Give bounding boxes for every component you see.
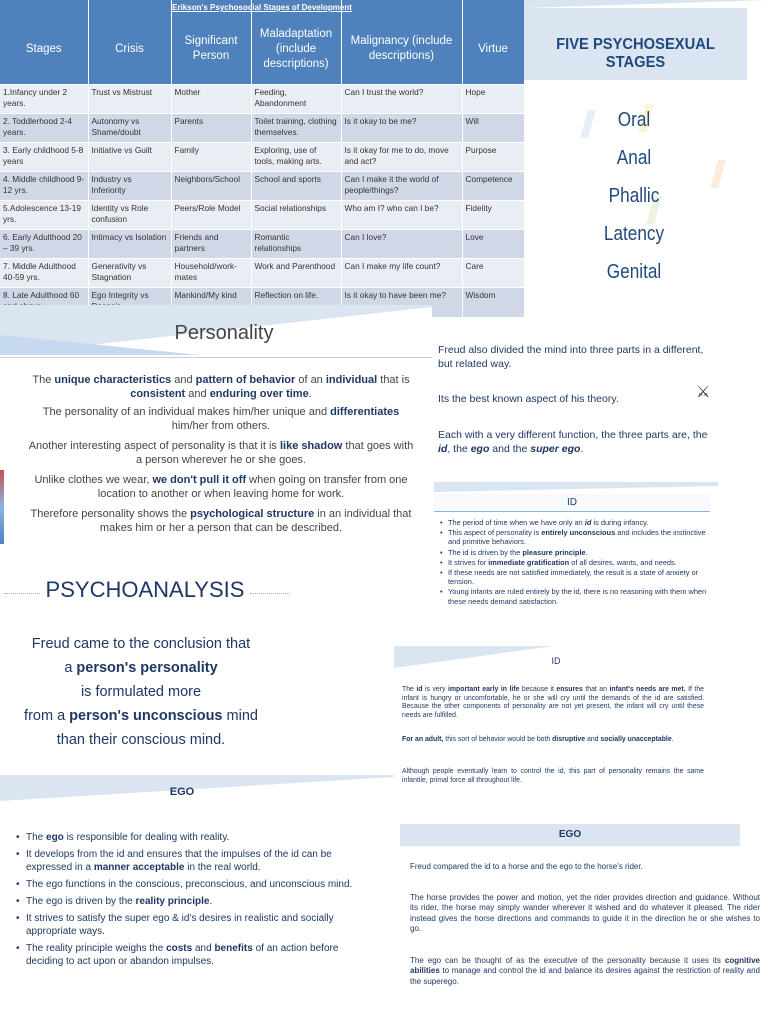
- id-bullets-slide: [434, 482, 718, 638]
- cell-stage: 3. Early childhood 5-8 years: [0, 143, 88, 172]
- cell-malignancy: Is it okay for me to do, move and act?: [341, 143, 462, 172]
- psychoanalysis-statement: Freud came to the conclusion that a person's personality is formulated more from a person's unconscious mind than their conscious mind.: [24, 636, 258, 748]
- list-item: • It develops from the id and ensures that the impulses of the id can be expressed in a manner acceptable in the real world.: [16, 848, 362, 874]
- list-item: • If these needs are not satisfied immediately, the result is a state of anxiety or tension.: [440, 568, 708, 586]
- table-header-row: [0, 0, 524, 85]
- cell-stage: 1.Infancy under 2 years.: [0, 85, 88, 114]
- cell-virtue: Purpose: [462, 143, 524, 172]
- best-known-aspect: Its the best known aspect of his theory.: [438, 393, 619, 405]
- table-row: [0, 230, 524, 259]
- cell-crisis: Initiative vs Guilt: [88, 143, 171, 172]
- cell-malignancy: Who am I? who can I be?: [341, 201, 462, 230]
- table-row: [0, 143, 524, 172]
- cell-stage: 6. Early Adulthood 20 – 39 yrs.: [0, 230, 88, 259]
- cell-malignancy: Can I make it the world of people/things?: [341, 172, 462, 201]
- stage-anal: Anal: [616, 147, 652, 169]
- cell-virtue: Competence: [462, 172, 524, 201]
- psychoanalysis-slide: [0, 560, 290, 772]
- header-stages: Stages: [0, 0, 88, 85]
- personality-paragraph-5: Therefore personality shows the psychological structure in an individual that makes him or her a person that can be described.: [30, 508, 412, 534]
- table-row: [0, 172, 524, 201]
- personality-slide: [0, 305, 432, 557]
- header-crisis: Crisis: [88, 0, 171, 85]
- cell-significant-person: Friends and partners: [171, 230, 251, 259]
- personality-paragraph-4: Unlike clothes we wear, we don't pull it off when going on transfer from one location to another or when leaving home for work.: [34, 474, 408, 500]
- cell-malignancy: Is it okay to have been me?: [341, 288, 462, 317]
- id-explanation-slide: [394, 646, 718, 798]
- header-maladaptation: Maladaptation (include descriptions): [251, 0, 341, 85]
- cell-maladaptation: School and sports: [251, 172, 341, 201]
- list-item: • The period of time when we have only an id is during infancy.: [440, 518, 708, 527]
- cell-significant-person: Household/work-mates: [171, 259, 251, 288]
- cell-maladaptation: Exploring, use of tools, making arts.: [251, 143, 341, 172]
- cell-crisis: Autonomy vs Shame/doubt: [88, 114, 171, 143]
- header-malignancy: Malignancy (include descriptions): [341, 0, 462, 85]
- three-parts-intro: Freud also divided the mind into three parts in a different, but related way.: [438, 344, 704, 370]
- list-item: • It strives for immediate gratification of all desires, wants, and needs.: [440, 558, 708, 567]
- cell-significant-person: Mankind/My kind: [171, 288, 251, 317]
- table-row: [0, 85, 524, 114]
- psychoanalysis-title: PSYCHOANALYSIS: [45, 577, 245, 602]
- id-control-paragraph: Although people eventually learn to control the id, this part of personality remains the same infantile, primal force all throughout life.: [402, 768, 704, 784]
- cell-significant-person: Peers/Role Model: [171, 201, 251, 230]
- personality-title: Personality: [174, 322, 274, 344]
- cell-crisis: Intimacy vs Isolation: [88, 230, 171, 259]
- list-item: • The ego functions in the conscious, preconscious, and unconscious mind.: [16, 878, 362, 891]
- cell-significant-person: Neighbors/School: [171, 172, 251, 201]
- cell-crisis: Identity vs Role confusion: [88, 201, 171, 230]
- cell-malignancy: Is it okay to be me?: [341, 114, 462, 143]
- horse-rider-comparison: Freud compared the id to a horse and the ego to the horse's rider.: [410, 862, 643, 871]
- list-item: • The ego is responsible for dealing with reality.: [16, 831, 362, 844]
- cell-malignancy: Can I love?: [341, 230, 462, 259]
- stage-genital: Genital: [606, 261, 662, 283]
- cell-maladaptation: Reflection on life.: [251, 288, 341, 317]
- list-item: • Young infants are ruled entirely by the id, there is no reasoning with them when these needs demand satisfaction.: [440, 587, 708, 605]
- list-item: • The ego is driven by the reality principle.: [16, 895, 362, 908]
- cell-maladaptation: Romantic relationships: [251, 230, 341, 259]
- cell-maladaptation: Toilet training, clothing themselves.: [251, 114, 341, 143]
- cell-significant-person: Family: [171, 143, 251, 172]
- cell-virtue: Wisdom: [462, 288, 524, 317]
- cell-stage: 7. Middle Adulthood 40-59 yrs.: [0, 259, 88, 288]
- list-item: • It strives to satisfy the super ego & id's desires in realistic and socially appropriate ways.: [16, 912, 362, 938]
- cell-stage: 5.Adolescence 13-19 yrs.: [0, 201, 88, 230]
- psychosexual-stage-list: [524, 104, 744, 294]
- erikson-table-body: [0, 85, 524, 317]
- horse-rider-explanation: The horse provides the power and motion, yet the rider provides direction and guidance. Without its rider, the horse may simply wander wherever it wished and do whatever it pleased. The rider instead gives the horse directions and commands to guide it in the direction he or she wishes to go.: [410, 893, 760, 933]
- cell-crisis: Ego Integrity vs: [88, 288, 171, 317]
- id-adult-paragraph: For an adult, this sort of behavior would be both disruptive and socially unacceptable.: [402, 736, 674, 743]
- personality-definition: The unique characteristics and pattern of behavior of an individual that is consistent and enduring over time.: [32, 374, 410, 400]
- cell-maladaptation: Work and Parenthood: [251, 259, 341, 288]
- psychosexual-title: FIVE PSYCHOSEXUAL STAGES: [556, 36, 715, 71]
- personality-paragraph-2: The personality of an individual makes him/her unique and differentiates him/her from others.: [42, 406, 400, 432]
- cell-malignancy: Can I trust the world?: [341, 85, 462, 114]
- header-virtue: Virtue: [462, 0, 524, 85]
- freud-three-parts-slide: [436, 335, 768, 475]
- cell-maladaptation: Social relationships: [251, 201, 341, 230]
- table-row: [0, 201, 524, 230]
- ego-bullets-slide: [0, 775, 394, 1024]
- cropped-image-edge: [0, 470, 4, 544]
- id-explanation-title: ID: [551, 656, 561, 666]
- ego-horse-rider-slide: [400, 808, 768, 1024]
- erikson-stages-table: [0, 0, 525, 317]
- table-row: [0, 259, 524, 288]
- id-importance-paragraph: The id is very important early in life because it ensures that an infant's needs are met. If the infant is hungry or uncomfortable, he or she will cry until the demands of the id are satisfied. Because the other components of personality are not yet present, the infant will cry until these needs are fulfilled.: [402, 686, 705, 719]
- cell-stage: 8. Late Adulthood 60: [0, 288, 88, 317]
- decorative-wedge: [524, 0, 768, 8]
- stage-oral: Oral: [617, 109, 651, 131]
- table-row: [0, 114, 524, 143]
- erikson-stages-table-panel: [0, 0, 524, 302]
- id-box-title: ID: [434, 494, 710, 512]
- pin-icon: ⚔: [696, 384, 711, 401]
- cell-crisis: Trust vs Mistrust: [88, 85, 171, 114]
- cell-stage: 4. Middle childhood 9-12 yrs.: [0, 172, 88, 201]
- personality-paragraph-3: Another interesting aspect of personality is that it is like shadow that goes with a person wherever he or she goes.: [28, 440, 414, 466]
- header-significant-person: Significant Person: [171, 0, 251, 85]
- cell-virtue: Hope: [462, 85, 524, 114]
- id-bullet-list: [440, 518, 708, 607]
- cell-crisis: Generativity vs Stagnation: [88, 259, 171, 288]
- ego-bullet-list: [16, 831, 362, 972]
- cell-maladaptation: Feeding, Abandonment: [251, 85, 341, 114]
- cell-significant-person: Mother: [171, 85, 251, 114]
- ego-executive-paragraph: The ego can be thought of as the executive of the personality because it uses its cognitive abilities to manage and control the id and balance its desires against the restriction of reality and the superego.: [410, 956, 760, 986]
- cell-malignancy: Can I make my life count?: [341, 259, 462, 288]
- erikson-table-title: Erikson's Psychosocial Stages of Development: [172, 3, 352, 12]
- three-parts-list: Each with a very different function, the three parts are, the id, the ego and the super ego.: [438, 429, 708, 455]
- list-item: • The id is driven by the pleasure principle.: [440, 548, 708, 557]
- title-divider: [0, 357, 432, 358]
- cell-virtue: Fidelity: [462, 201, 524, 230]
- cell-virtue: Care: [462, 259, 524, 288]
- list-item: • The reality principle weighs the costs and benefits of an action before deciding to act upon or abandon impulses.: [16, 942, 362, 968]
- psychosexual-stages-slide: [524, 0, 768, 305]
- list-item: • This aspect of personality is entirely unconscious and includes the instinctive and primitive behaviors.: [440, 528, 708, 546]
- cell-significant-person: Parents: [171, 114, 251, 143]
- stage-latency: Latency: [603, 223, 665, 245]
- cell-crisis: Industry vs Inferiority: [88, 172, 171, 201]
- cell-virtue: Will: [462, 114, 524, 143]
- ego-left-title: EGO: [169, 786, 195, 798]
- stage-phallic: Phallic: [608, 185, 660, 207]
- cell-virtue: Love: [462, 230, 524, 259]
- cell-stage: 2. Toddlerhood 2-4 years.: [0, 114, 88, 143]
- ego-right-title: EGO: [400, 824, 740, 846]
